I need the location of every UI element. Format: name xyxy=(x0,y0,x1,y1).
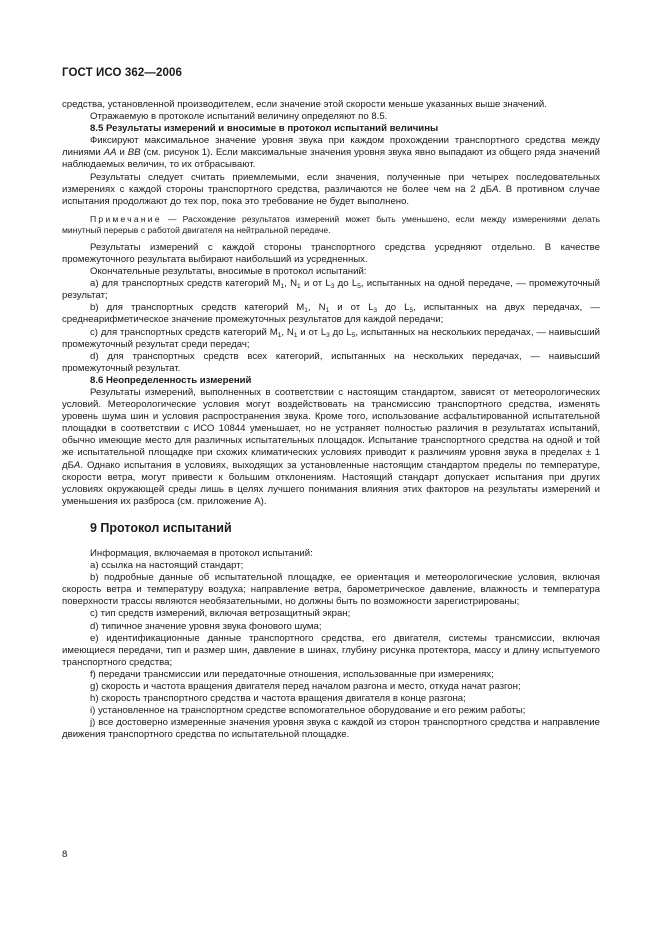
paragraph: средства, установленной производителем, если значение этой скорости меньше указанных выше значений. xyxy=(62,99,547,110)
list-item: e) идентификационные данные транспортного средства, его двигателя, системы трансмиссии, включая имеющиеся передачи, тип и размер шин, давление в шинах, глубину рисунка протектора, массу и длину испытуемого транспортного средства; xyxy=(62,632,600,668)
list-item: h) скорость транспортного средства и частота вращения двигателя в конце разгона; xyxy=(90,693,466,705)
section-9-list xyxy=(62,548,600,742)
section-9-title: 9 Протокол испытаний xyxy=(90,520,232,535)
section-8-text xyxy=(62,99,600,508)
list-item: Информация, включаемая в протокол испытаний: xyxy=(90,548,313,559)
subsection-heading: 8.5 Результаты измерений и вносимые в протокол испытаний величины xyxy=(90,123,439,135)
paragraph: c) для транспортных средств категорий $M_1$, $N_1$ и от $L_3$ до $L_5$, испытанных на нескольких передачах, — наивысший промежуточный результат среди передач; xyxy=(62,326,600,350)
page-number: 8 xyxy=(62,849,68,860)
paragraph: a) для транспортных средств категорий $M_1$, $N_1$ и от $L_3$ до $L_5$, испытанных на одной передаче, — промежуточный результат; xyxy=(62,278,600,302)
list-item: f) передачи трансмиссии или передаточные отношения, использованные при измерениях; xyxy=(90,668,494,680)
subsection-heading: 8.6 Неопределенность измерений xyxy=(90,374,252,386)
document-header: ГОСТ ИСО 362—2006 xyxy=(62,67,182,79)
list-item: i) установленное на транспортном средстве вспомогательное оборудование и его режим работы; xyxy=(90,705,526,717)
paragraph: d) для транспортных средств всех категорий, испытанных на нескольких передачах, — наивысший промежуточный результат. xyxy=(62,350,600,374)
list-item: j) все достоверно измеренные значения уровня звука с каждой из сторон транспортного средства и направление движения транспортного средства по испытательной площадке. xyxy=(62,717,600,741)
list-item: g) скорость и частота вращения двигателя перед началом разгона и место, откуда начат разгон; xyxy=(90,681,521,693)
paragraph: b) для транспортных средств категорий $M_1$, $N_1$ и от $L_3$ до $L_5$, испытанных на двух передачах, — среднеарифметическое значение промежуточных результатов для каждой передачи; xyxy=(62,302,600,326)
list-item: d) типичное значение уровня звука фонового шума; xyxy=(90,620,322,632)
note-paragraph: Примечание — Расхождение результатов измерений может быть уменьшено, если между измерениями делать минутный перерыв с работой двигателя на нейтральной передаче. xyxy=(62,213,600,235)
document-body xyxy=(62,99,600,742)
paragraph: Результаты следует считать приемлемыми, если значения, полученные при четырех последовательных измерениях с каждой стороны транспортного средства, различаются не более чем на 2 дБA. В противном случае испытания продолжают до тех пор, пока это требование не будет выполнено. xyxy=(62,171,600,207)
paragraph: Фиксируют максимальное значение уровня звука при каждом прохождении транспортного средства между линиями AA и BB (см. рисунок 1). Если максимальные значения уровня звука явно выпадают из общего ряда значений наблюдаемых величин, то их отбрасывают. xyxy=(62,135,600,171)
list-item: c) тип средств измерений, включая ветрозащитный экран; xyxy=(90,608,351,620)
paragraph: Результаты измерений с каждой стороны транспортного средства усредняют отдельно. В качестве промежуточного результата выбирают наибольший из усредненных. xyxy=(62,241,600,265)
paragraph: Окончательные результаты, вносимые в протокол испытаний: xyxy=(90,266,367,278)
paragraph: Отражаемую в протоколе испытаний величину определяют по 8.5. xyxy=(90,111,388,123)
paragraph: Результаты измерений, выполненных в соответствии с настоящим стандартом, зависят от метеорологических условий. Метеорологические условия могут воздействовать на трансмиссию транспортного средства, изменять уровень шума шин и условия распространения звука. Кроме того, использование асфальтированной испытательной площадки в соответствии с ИСО 10844 уменьшает, но не устраняет полностью различия в результатах испытаний, обычно имеющие место для различных испытательных площадок. Испытание транспортного средства на одной и той же испытательной площадке при схожих климатических условиях приводит к различиям уровня звука в пределах ± 1 дБA. Однако испытания в условиях, выходящих за установленные настоящим стандартом пределы по температуре, скорости ветра, могут привести к большим отклонениям. Настоящий стандарт допускает испытания при других условиях окружающей среды лишь в целях лучшего понимания влияния этих факторов на результаты измерений и уменьшения их разброса (см. приложение A). xyxy=(62,386,600,507)
list-item: a) ссылка на настоящий стандарт; xyxy=(90,560,244,572)
list-item: b) подробные данные об испытательной площадке, ее ориентация и метеорологические условия, включая скорость ветра и температуру воздуха; направление ветра, барометрическое давление, влажность и температура поверхности трассы являются необязательными, но должны быть по возможности зарегистрированы; xyxy=(62,572,600,608)
